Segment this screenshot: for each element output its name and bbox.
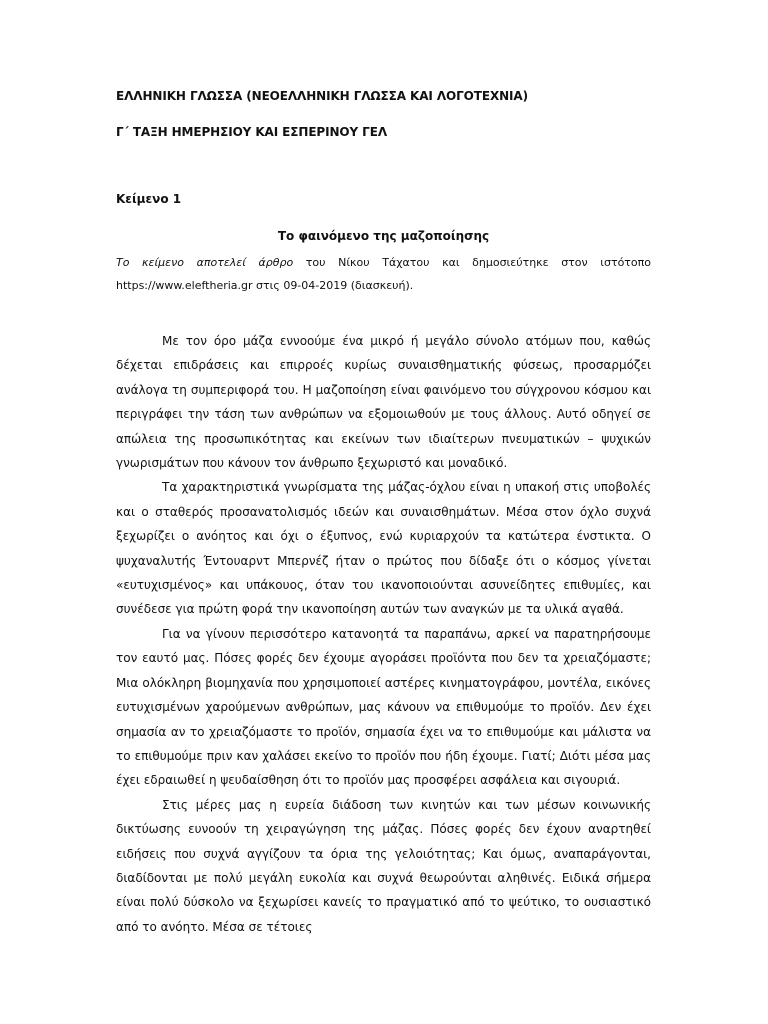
paragraph: Στις μέρες μας η ευρεία διάδοση των κινητών και των μέσων κοινωνικής δικτύωσης ευνοούν τη χειραγώγηση της μάζας. Πόσες φορές δεν έχουν αναρτηθεί ειδήσεις που συχνά αγγίζουν τα όρια της γελοιότητας; Και όμως, αναπαράγονται, διαδίδονται με πολύ μεγάλη ευκολία και συχνά θεωρούνται αληθινές. Ειδικά σήμερα είναι πολύ δύσκολο να ξεχωρίσει κανείς το πραγματικό από το ψεύτικο, το ουσιαστικό από το ανόητο. Μέσα σε τέτοιες [116, 797, 651, 934]
source-note [116, 251, 651, 297]
paragraph: Τα χαρακτηριστικά γνωρίσματα της μάζας-όχλου είναι η υπακοή στις υποβολές και ο σταθερός προσανατολισμός ιδεών και συναισθημάτων. Μέσα στον όχλο συχνά ξεχωρίζει ο ανόητος και όχι ο έξυπνος, ενώ κυριαρχούν τα κατώτερα ένστικτα. Ο ψυχαναλυτής Έντουαρντ Μπερνέζ ήταν ο πρώτος που δίδαξε ότι ο κόσμος γίνεται «ευτυχισμένος» και υπάκουος, όταν του ικανοποιούνται ασυνείδητες επιθυμίες, και συνέδεσε για πρώτη φορά την ικανοποίηση αυτών των αναγκών με τα υλικά αγαθά. [116, 480, 651, 617]
source-note-rest: του Νίκου Τάχατου και δημοσιεύτηκε στον ιστότοπο https://www.eleftheria.gr στις 09-04-2019 (διασκευή). [116, 256, 652, 292]
paragraph: Για να γίνουν περισσότερο κατανοητά τα παραπάνω, αρκεί να παρατηρήσουμε τον εαυτό μας. Πόσες φορές δεν έχουμε αγοράσει προϊόντα που δεν τα χρειαζόμαστε; Μια ολόκληρη βιομηχανία που χρησιμοποιεί αστέρες κινηματογράφου, μοντέλα, εικόνες ευτυχισμένων χαρούμενων ανθρώπων, μας κάνουν να επιθυμούμε το προϊόν. Δεν έχει σημασία αν το χρειαζόμαστε το προϊόν, σημασία έχει να το επιθυμούμε και μάλιστα να το επιθυμούμε πριν καν χαλάσει εκείνο το προϊόν που ήδη έχουμε. Γιατί; Διότι μέσα μας έχει εδραιωθεί η ψευδαίσθηση ότι το προϊόν μας προσφέρει ασφάλεια και σιγουριά. [116, 626, 651, 788]
text-label: Κείμενο 1 [116, 192, 182, 206]
source-note-lead: Το κείμενο αποτελεί άρθρο [116, 256, 294, 269]
class-heading: Γ΄ ΤΑΞΗ ΗΜΕΡΗΣΙΟΥ ΚΑΙ ΕΣΠΕΡΙΝΟΥ ΓΕΛ [116, 125, 388, 139]
article-body [116, 329, 651, 939]
paragraph: Με τον όρο μάζα εννοούμε ένα μικρό ή μεγάλο σύνολο ατόμων που, καθώς δέχεται επιδράσεις και επιρροές κυρίως συναισθηματικής φύσεως, προσαρμόζει ανάλογα τη συμπεριφορά του. Η μαζοποίηση είναι φαινόμενο του σύγχρονου κόσμου και περιγράφει την τάση των ανθρώπων να εξομοιωθούν με τους άλλους. Αυτό οδηγεί σε απώλεια της προσωπικότητας και εκείνων των ιδιαίτερων πνευματικών – ψυχικών γνωρισμάτων που κάνουν τον άνθρωπο ξεχωριστό και μοναδικό. [116, 334, 651, 471]
article-title: Το φαινόμενο της μαζοποίησης [277, 229, 490, 243]
subject-heading: ΕΛΛΗΝΙΚΗ ΓΛΩΣΣΑ (ΝΕΟΕΛΛΗΝΙΚΗ ΓΛΩΣΣΑ ΚΑΙ ΛΟΓΟΤΕΧΝΙΑ) [116, 89, 528, 103]
